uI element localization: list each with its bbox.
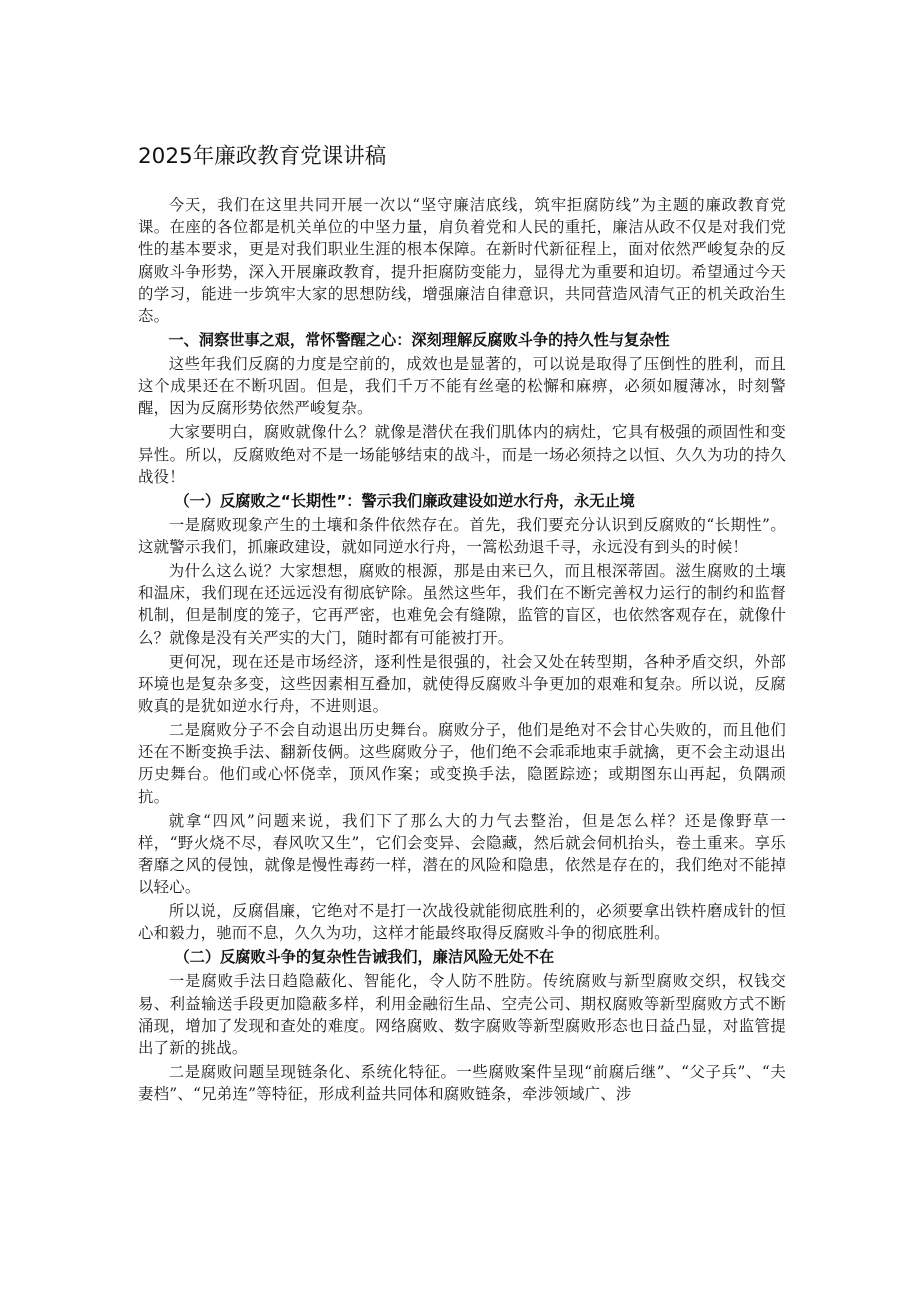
body-paragraph: 就拿“四风”问题来说，我们下了那么大的力气去整治，但是怎么样？还是像野草一样，“野火烧不尽，春风吹又生”，它们会变异、会隐藏，然后就会伺机抬头，卷土重来。享乐奢靡之风的侵蚀，就像是慢性毒药一样，潜在的风险和隐患，依然是存在的，我们绝对不能掉以轻心。 (138, 811, 786, 897)
body-paragraph: 二是腐败分子不会自动退出历史舞台。腐败分子，他们是绝对不会甘心失败的，而且他们还在不断变换手法、翻新伎俩。这些腐败分子，他们绝不会乖乖地束手就擒，更不会主动退出历史舞台。他们或心怀侥幸，顶风作案；或变换手法，隐匿踪迹；或期图东山再起，负隅顽抗。 (138, 721, 786, 806)
body-paragraph: 为什么这么说？大家想想，腐败的根源，那是由来已久，而且根深蒂固。滋生腐败的土壤和温床，我们现在还远远没有彻底铲除。虽然这些年，我们在不断完善权力运行的制约和监督机制，但是制度的笼子，它再严密，也难免会有缝隙，监管的盲区，也依然客观存在，就像什么？就像是没有关严实的大门，随时都有可能被打开。 (138, 562, 786, 647)
body-paragraph: 这些年我们反腐的力度是空前的，成效也是显著的，可以说是取得了压倒性的胜利，而且这个成果还在不断巩固。但是，我们千万不能有丝毫的松懈和麻痹，必须如履薄冰，时刻警醒，因为反腐形势依然严峻复杂。 (138, 355, 786, 418)
document-title: 2025年廉政教育党课讲稿 (138, 144, 387, 169)
intro-paragraph: 今天，我们在这里共同开展一次以“坚守廉洁底线，筑牢拒腐防线”为主题的廉政教育党课。在座的各位都是机关单位的中坚力量，肩负着党和人民的重托，廉洁从政不仅是对我们党性的基本要求，更是对我们职业生涯的根本保障。在新时代新征程上，面对依然严峻复杂的反腐败斗争形势，深入开展廉政教育，提升拒腐防变能力，显得尤为重要和迫切。希望通过今天的学习，能进一步筑牢大家的思想防线，增强廉洁自律意识，共同营造风清气正的机关政治生态。 (138, 196, 786, 326)
body-paragraph: 所以说，反腐倡廉，它绝对不是打一次战役就能彻底胜利的，必须要拿出铁杵磨成针的恒心和毅力，驰而不息，久久为功，这样才能最终取得反腐败斗争的彻底胜利。 (138, 902, 786, 943)
body-paragraph: 大家要明白，腐败就像什么？就像是潜伏在我们肌体内的病灶，它具有极强的顽固性和变异性。所以，反腐败绝对不是一场能够结束的战斗，而是一场必须持之以恒、久久为功的持久战役！ (138, 423, 786, 486)
body-paragraph: 二是腐败问题呈现链条化、系统化特征。一些腐败案件呈现“前腐后继”、“父子兵”、“夫妻档”、“兄弟连”等特征，形成利益共同体和腐败链条，牵涉领域广、涉 (138, 1063, 786, 1104)
body-paragraph: 更何况，现在还是市场经济，逐利性是很强的，社会又处在转型期，各种矛盾交织，外部环境也是复杂多变，这些因素相互叠加，就使得反腐败斗争更加的艰难和复杂。所以说，反腐败真的是犹如逆水行舟，不进则退。 (138, 652, 786, 716)
document-body (138, 142, 786, 1107)
subsection-heading-1: （一）反腐败之“长期性”：警示我们廉政建设如逆水行舟，永无止境 (174, 491, 635, 510)
subsection-heading-2: （二）反腐败斗争的复杂性告诫我们，廉洁风险无处不在 (174, 948, 555, 967)
body-paragraph: 一是腐败手法日趋隐蔽化、智能化，令人防不胜防。传统腐败与新型腐败交织，权钱交易、利益输送手段更加隐蔽多样，利用金融衍生品、空壳公司、期权腐败等新型腐败方式不断涌现，增加了发现和查处的难度。网络腐败、数字腐败等新型腐败形态也日益凸显，对监管提出了新的挑战。 (138, 972, 786, 1058)
body-paragraph: 一是腐败现象产生的土壤和条件依然存在。首先，我们要充分认识到反腐败的“长期性”。这就警示我们，抓廉政建设，就如同逆水行舟，一篙松劲退千寻，永远没有到头的时候！ (138, 515, 786, 557)
section-heading-1: 一、洞察世事之艰，常怀警醒之心：深刻理解反腐败斗争的持久性与复杂性 (168, 331, 670, 350)
